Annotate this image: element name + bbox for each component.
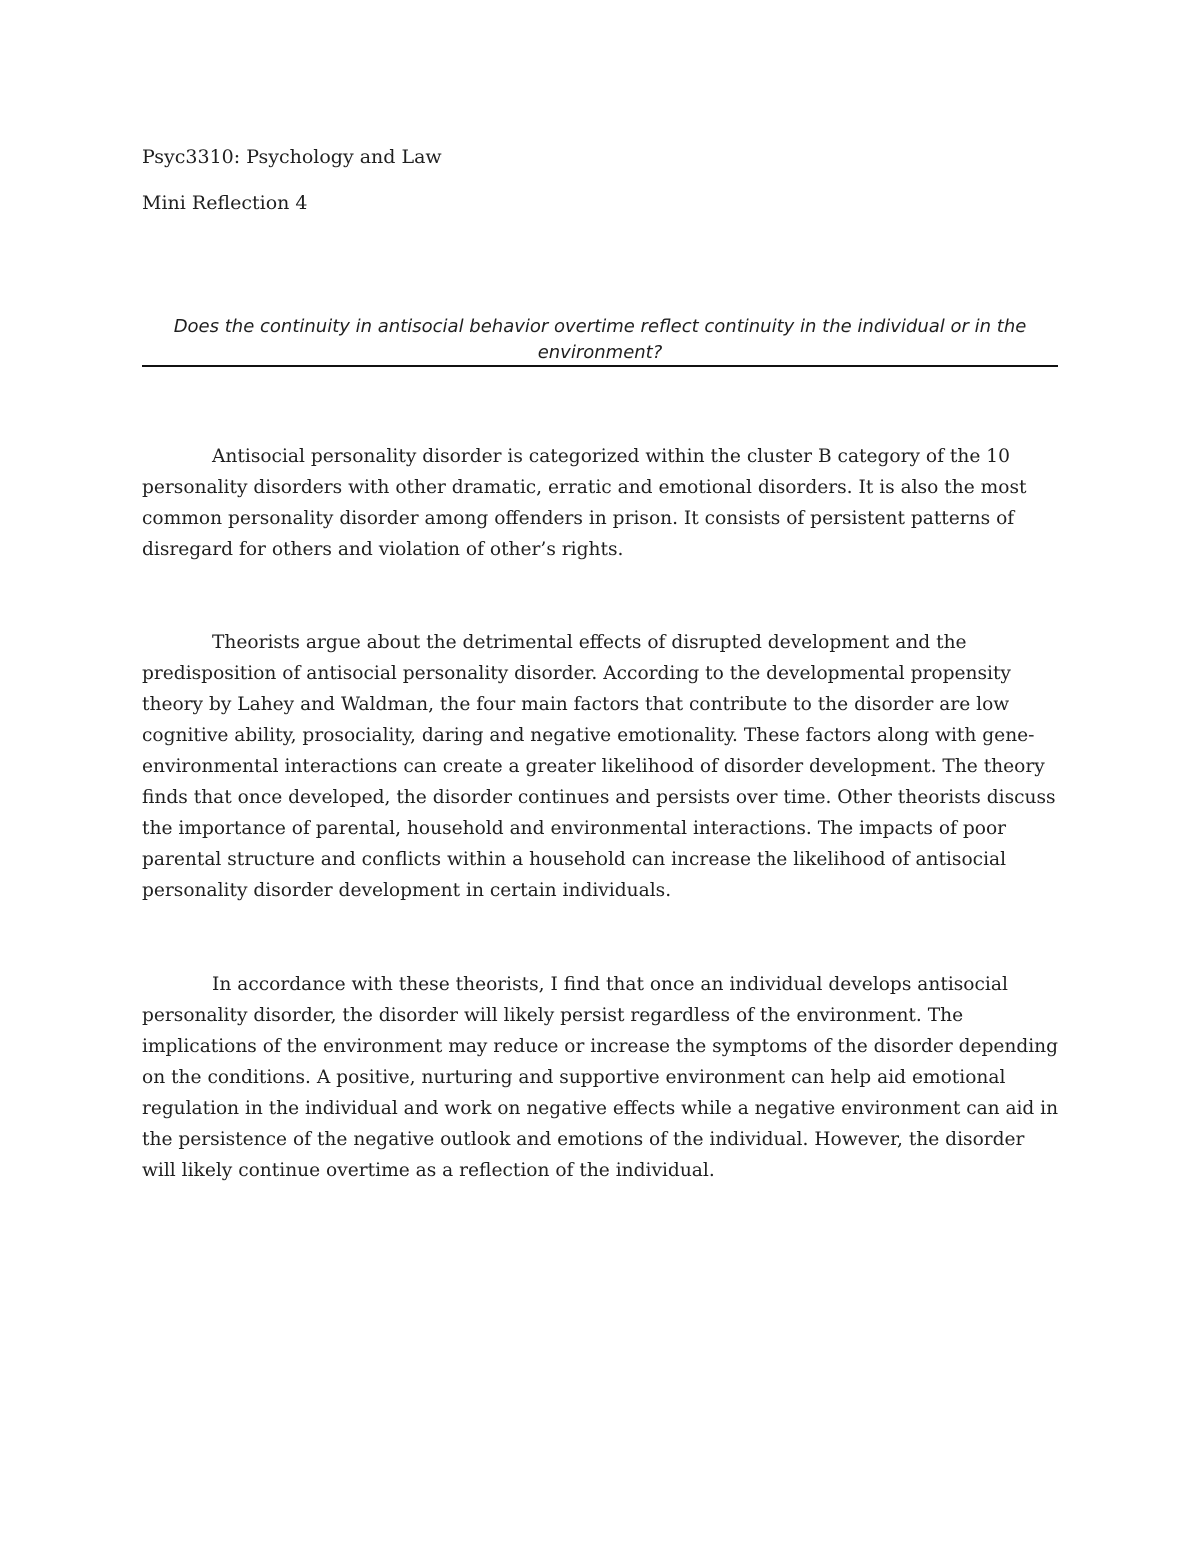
paragraph-line: common personality disorder among offenders in prison. It consists of persistent patterns of	[142, 508, 1015, 529]
paragraph-line: will likely continue overtime as a reflection of the individual.	[142, 1160, 715, 1181]
paragraph-line: theory by Lahey and Waldman, the four main factors that contribute to the disorder are low	[142, 694, 1010, 715]
paragraph-line: environmental interactions can create a greater likelihood of disorder development. The theory	[142, 756, 1045, 777]
paragraph-line: personality disorders with other dramatic, erratic and emotional disorders. It is also the most	[142, 477, 1027, 498]
question-line: Does the continuity in antisocial behavior overtime reflect continuity in the individual or in the	[173, 316, 1027, 337]
body-paragraph	[142, 441, 1058, 565]
paragraph-line: parental structure and conflicts within a household can increase the likelihood of antisocial	[142, 849, 1007, 870]
paragraph-line: disregard for others and violation of other’s rights.	[142, 539, 624, 560]
question-underline	[142, 365, 1058, 367]
body-paragraph	[142, 969, 1058, 1186]
body-paragraph	[142, 627, 1058, 906]
paragraph-line: implications of the environment may reduce or increase the symptoms of the disorder depending	[142, 1036, 1059, 1057]
paragraph-line: regulation in the individual and work on negative effects while a negative environment can aid in	[142, 1098, 1059, 1119]
paragraph-line: In accordance with these theorists, I find that once an individual develops antisocial	[212, 974, 1008, 995]
paragraph-line: Theorists argue about the detrimental effects of disrupted development and the	[212, 632, 967, 653]
paragraph-line: Antisocial personality disorder is categorized within the cluster B category of the 10	[212, 446, 1010, 467]
paragraph-line: on the conditions. A positive, nurturing and supportive environment can help aid emotional	[142, 1067, 1006, 1088]
paragraph-line: the persistence of the negative outlook and emotions of the individual. However, the disorder	[142, 1129, 1025, 1150]
paragraph-line: personality disorder development in certain individuals.	[142, 880, 672, 901]
assignment-title: Mini Reflection 4	[142, 192, 308, 214]
course-title: Psyc3310: Psychology and Law	[142, 146, 442, 168]
paragraph-line: personality disorder, the disorder will likely persist regardless of the environment. The	[142, 1005, 964, 1026]
paragraph-line: predisposition of antisocial personality disorder. According to the developmental propensity	[142, 663, 1011, 684]
question-line: environment?	[537, 342, 663, 363]
paragraph-line: cognitive ability, prosociality, daring and negative emotionality. These factors along with gene-	[142, 725, 1035, 746]
paragraph-line: the importance of parental, household and environmental interactions. The impacts of poor	[142, 818, 1007, 839]
paragraph-line: finds that once developed, the disorder continues and persists over time. Other theorists discuss	[142, 787, 1056, 808]
reflection-question	[142, 314, 1058, 366]
